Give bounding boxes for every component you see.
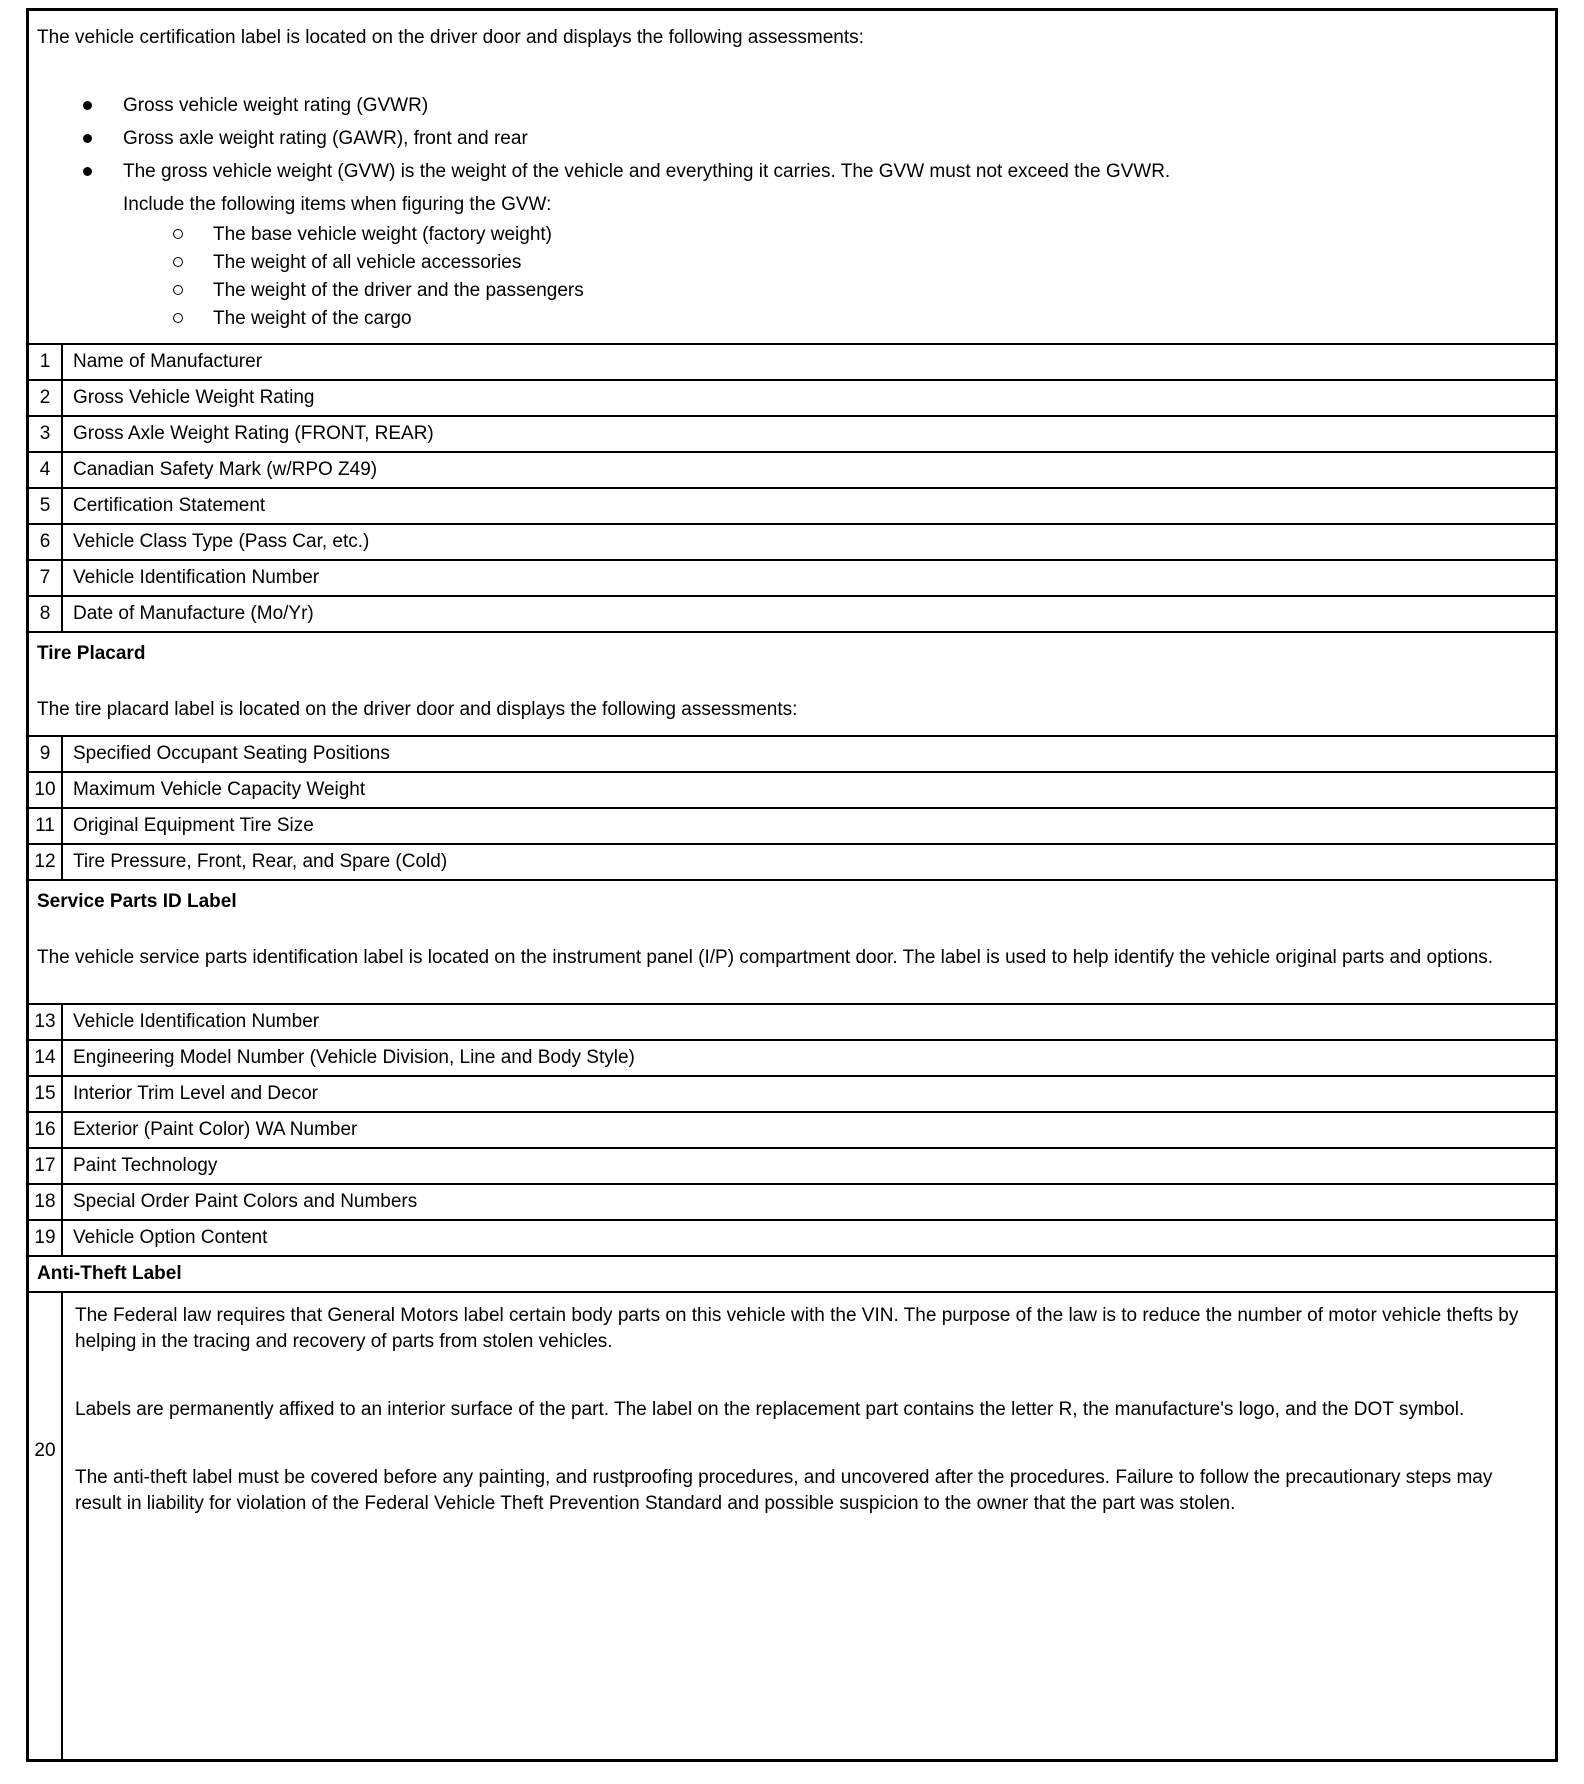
row-label: Exterior (Paint Color) WA Number [73, 1119, 358, 1140]
row-label: Interior Trim Level and Decor [73, 1083, 318, 1104]
table-row [29, 1219, 1555, 1255]
row-number: 9 [29, 737, 63, 771]
sub-bullet-text: The base vehicle weight (factory weight) [213, 224, 552, 245]
sub-bullet-text: The weight of the cargo [213, 308, 412, 329]
row-number: 17 [29, 1149, 63, 1183]
row-number: 13 [29, 1005, 63, 1039]
bullet-item [83, 93, 1545, 119]
certification-intro-section [29, 11, 1555, 343]
bullet-continuation-text: Include the following items when figuring the GVW: [123, 194, 552, 215]
bullet-icon [83, 159, 123, 176]
bullet-icon [83, 126, 123, 143]
row-label: Vehicle Identification Number [73, 567, 320, 588]
tire-placard-section [29, 631, 1555, 735]
row-number: 12 [29, 845, 63, 879]
sub-bullet-text: The weight of the driver and the passengers [213, 280, 584, 301]
bullet-item [83, 159, 1545, 185]
row-number: 11 [29, 809, 63, 843]
row-label: Gross Vehicle Weight Rating [73, 387, 315, 408]
anti-theft-row [29, 1291, 1555, 1759]
table-row [29, 343, 1555, 379]
anti-theft-paragraph: The Federal law requires that General Motors label certain body parts on this vehicle with the VIN. The purpose of the law is to reduce the number of motor vehicle thefts by helping in the tracing and recovery of parts from stolen vehicles. [75, 1305, 1519, 1352]
sub-bullet-item [173, 306, 1545, 332]
row-number: 8 [29, 597, 63, 631]
row-label: Vehicle Identification Number [73, 1011, 320, 1032]
circle-bullet-icon [173, 222, 213, 239]
table-row [29, 771, 1555, 807]
row-number: 6 [29, 525, 63, 559]
tire-placard-title: Tire Placard [37, 643, 146, 664]
row-number: 15 [29, 1077, 63, 1111]
circle-bullet-icon [173, 306, 213, 323]
table-row [29, 1111, 1555, 1147]
anti-theft-title: Anti-Theft Label [37, 1263, 182, 1284]
table-row [29, 1003, 1555, 1039]
row-label: Specified Occupant Seating Positions [73, 743, 390, 764]
sub-bullet-item [173, 222, 1545, 248]
row-number: 18 [29, 1185, 63, 1219]
tire-placard-paragraph: The tire placard label is located on the driver door and displays the following assessments: [37, 699, 798, 720]
vehicle-label-document-table [26, 8, 1558, 1762]
row-number: 14 [29, 1041, 63, 1075]
certification-bullet-list [37, 93, 1545, 332]
circle-bullet-icon [173, 250, 213, 267]
anti-theft-text-cell [63, 1293, 1555, 1759]
table-row [29, 379, 1555, 415]
row-label: Gross Axle Weight Rating (FRONT, REAR) [73, 423, 434, 444]
row-label: Original Equipment Tire Size [73, 815, 314, 836]
certification-intro-paragraph: The vehicle certification label is located on the driver door and displays the following assessments: [37, 27, 864, 48]
bullet-text: Gross vehicle weight rating (GVWR) [123, 95, 429, 116]
service-parts-paragraph: The vehicle service parts identification label is located on the instrument panel (I/P) compartment door. The label is used to help identify the vehicle original parts and options. [37, 947, 1494, 968]
table-row [29, 843, 1555, 879]
row-number: 4 [29, 453, 63, 487]
row-number: 1 [29, 345, 63, 379]
circle-bullet-icon [173, 278, 213, 295]
table-row [29, 1183, 1555, 1219]
table-row [29, 1147, 1555, 1183]
row-number: 7 [29, 561, 63, 595]
bullet-item [83, 126, 1545, 152]
bullet-text: The gross vehicle weight (GVW) is the weight of the vehicle and everything it carries. The GVW must not exceed the GVWR. [123, 161, 1171, 182]
row-label: Special Order Paint Colors and Numbers [73, 1191, 418, 1212]
table-row [29, 1039, 1555, 1075]
table-row [29, 451, 1555, 487]
row-number: 16 [29, 1113, 63, 1147]
sub-bullet-item [173, 250, 1545, 276]
sub-bullet-text: The weight of all vehicle accessories [213, 252, 522, 273]
anti-theft-title-row [29, 1255, 1555, 1291]
certification-rows [29, 343, 1555, 631]
table-row [29, 559, 1555, 595]
service-parts-title: Service Parts ID Label [37, 891, 237, 912]
row-number: 10 [29, 773, 63, 807]
row-number: 20 [29, 1293, 63, 1759]
service-parts-section [29, 879, 1555, 1003]
row-label: Date of Manufacture (Mo/Yr) [73, 603, 314, 624]
tire-placard-rows [29, 735, 1555, 879]
row-label: Vehicle Option Content [73, 1227, 268, 1248]
table-row [29, 1075, 1555, 1111]
row-number: 2 [29, 381, 63, 415]
row-label: Maximum Vehicle Capacity Weight [73, 779, 366, 800]
row-label: Certification Statement [73, 495, 266, 516]
row-label: Engineering Model Number (Vehicle Division, Line and Body Style) [73, 1047, 635, 1068]
table-row [29, 735, 1555, 771]
row-label: Name of Manufacturer [73, 351, 263, 372]
row-number: 19 [29, 1221, 63, 1255]
row-label: Tire Pressure, Front, Rear, and Spare (Cold) [73, 851, 448, 872]
bullet-icon [83, 93, 123, 110]
service-parts-rows [29, 1003, 1555, 1255]
anti-theft-paragraph: Labels are permanently affixed to an interior surface of the part. The label on the replacement part contains the letter R, the manufacture's logo, and the DOT symbol. [75, 1399, 1465, 1420]
table-row [29, 415, 1555, 451]
table-row [29, 595, 1555, 631]
sub-bullet-item [173, 278, 1545, 304]
row-label: Vehicle Class Type (Pass Car, etc.) [73, 531, 370, 552]
row-number: 3 [29, 417, 63, 451]
anti-theft-paragraph: The anti-theft label must be covered before any painting, and rustproofing procedures, and uncovered after the procedures. Failure to follow the precautionary steps may result in liability for violation of the Federal Vehicle Theft Prevention Standard and possible suspicion to the owner that the part was stolen. [75, 1467, 1493, 1514]
table-row [29, 807, 1555, 843]
table-row [29, 487, 1555, 523]
table-row [29, 523, 1555, 559]
row-label: Canadian Safety Mark (w/RPO Z49) [73, 459, 378, 480]
bullet-text: Gross axle weight rating (GAWR), front and rear [123, 128, 528, 149]
row-number: 5 [29, 489, 63, 523]
row-label: Paint Technology [73, 1155, 218, 1176]
